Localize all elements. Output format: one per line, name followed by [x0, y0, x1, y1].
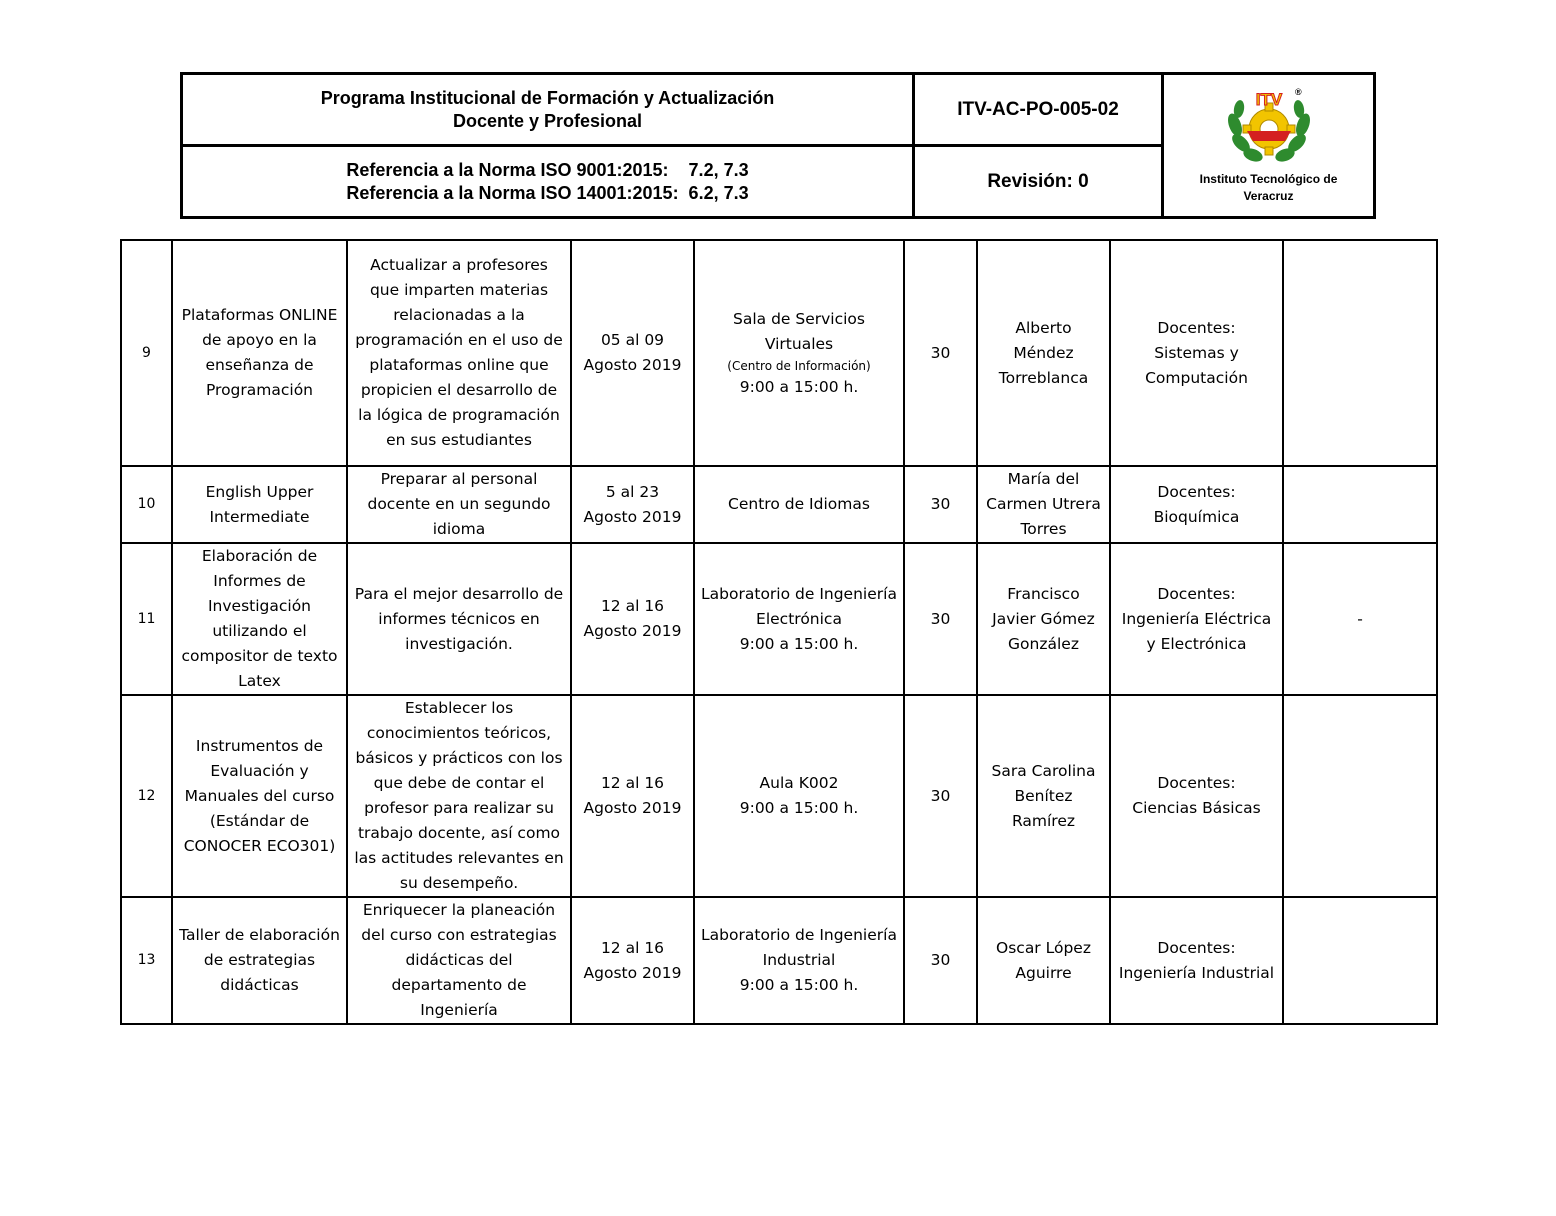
- course-instructor: María del Carmen Utrera Torres: [977, 466, 1110, 543]
- course-hours: 30: [904, 240, 977, 466]
- logo-text: ITV: [1255, 90, 1282, 109]
- institution-name: Instituto Tecnológico de Veracruz: [1199, 172, 1338, 203]
- itv-emblem-icon: [1221, 85, 1317, 169]
- course-audience: Docentes: Ingeniería Eléctrica y Electrónica: [1110, 543, 1283, 695]
- iso-9001-reference: Referencia a la Norma ISO 9001:2015: 7.2, 7.3: [346, 159, 749, 180]
- course-objective: Preparar al personal docente en un segundo idioma: [347, 466, 571, 543]
- course-number: 13: [121, 897, 172, 1024]
- place-time: 9:00 a 15:00 h.: [739, 976, 859, 994]
- course-instructor: Francisco Javier Gómez González: [977, 543, 1110, 695]
- course-name: Instrumentos de Evaluación y Manuales del curso (Estándar de CONOCER ECO301): [172, 695, 347, 897]
- course-place: Laboratorio de Ingeniería Industrial 9:00 a 15:00 h.: [694, 897, 904, 1024]
- course-name: Taller de elaboración de estrategias didácticas: [172, 897, 347, 1024]
- registered-mark: ®: [1294, 87, 1302, 97]
- place-time: 9:00 a 15:00 h.: [739, 634, 859, 653]
- course-number: 11: [121, 543, 172, 695]
- course-objective: Actualizar a profesores que imparten materias relacionadas a la programación en el uso de plataformas online que propicien el desarrollo de la lógica de programación en sus estudiantes: [347, 240, 571, 466]
- program-title-line1: Programa Institucional de Formación y Actualización: [320, 87, 775, 108]
- course-objective: Enriquecer la planeación del curso con estrategias didácticas del departamento de Ingeniería: [347, 897, 571, 1024]
- table-row: [121, 897, 1437, 1024]
- course-dates: 05 al 09 Agosto 2019: [571, 240, 694, 466]
- iso-references: [183, 147, 915, 216]
- course-objective: Establecer los conocimientos teóricos, básicos y prácticos con los que debe de contar el profesor para realizar su trabajo docente, así como las actitudes relevantes en su desempeño.: [347, 695, 571, 897]
- course-audience: Docentes: Bioquímica: [1110, 466, 1283, 543]
- course-hours: 30: [904, 543, 977, 695]
- table-row: [121, 466, 1437, 543]
- course-name: Plataformas ONLINE de apoyo en la enseñanza de Programación: [172, 240, 347, 466]
- course-extra: -: [1283, 543, 1437, 695]
- course-place: Sala de Servicios Virtuales (Centro de Información) 9:00 a 15:00 h.: [694, 240, 904, 466]
- course-hours: 30: [904, 897, 977, 1024]
- course-extra: [1283, 240, 1437, 466]
- place-time: 9:00 a 15:00 h.: [739, 799, 859, 817]
- course-dates: 12 al 16 Agosto 2019: [571, 543, 694, 695]
- course-name: English Upper Intermediate: [172, 466, 347, 543]
- table-row: [121, 240, 1437, 466]
- revision-number: Revisión: 0: [915, 147, 1164, 216]
- course-extra: [1283, 466, 1437, 543]
- course-place: Centro de Idiomas: [694, 466, 904, 543]
- course-objective: Para el mejor desarrollo de informes técnicos en investigación.: [347, 543, 571, 695]
- course-dates: 5 al 23 Agosto 2019: [571, 466, 694, 543]
- course-place: Aula K002 9:00 a 15:00 h.: [694, 695, 904, 897]
- course-dates: 12 al 16 Agosto 2019: [571, 897, 694, 1024]
- course-instructor: Oscar López Aguirre: [977, 897, 1110, 1024]
- itv-logo: [1221, 85, 1317, 169]
- course-place: Laboratorio de Ingeniería Electrónica 9:00 a 15:00 h.: [694, 543, 904, 695]
- course-audience: Docentes: Ciencias Básicas: [1110, 695, 1283, 897]
- course-name: Elaboración de Informes de Investigación utilizando el compositor de texto Latex: [172, 543, 347, 695]
- course-number: 10: [121, 466, 172, 543]
- course-instructor: Sara Carolina Benítez Ramírez: [977, 695, 1110, 897]
- course-dates: 12 al 16 Agosto 2019: [571, 695, 694, 897]
- document-code: ITV-AC-PO-005-02: [915, 75, 1164, 147]
- course-audience: Docentes: Sistemas y Computación: [1110, 240, 1283, 466]
- program-title: [183, 75, 915, 147]
- course-audience: Docentes: Ingeniería Industrial: [1110, 897, 1283, 1024]
- institution-logo-cell: [1164, 75, 1373, 216]
- course-number: 9: [121, 240, 172, 466]
- document-header: [180, 72, 1376, 219]
- course-hours: 30: [904, 695, 977, 897]
- course-hours: 30: [904, 466, 977, 543]
- table-row: [121, 543, 1437, 695]
- course-extra: [1283, 897, 1437, 1024]
- place-note: (Centro de Información): [727, 358, 871, 373]
- course-extra: [1283, 695, 1437, 897]
- program-title-line2: Docente y Profesional: [452, 110, 643, 131]
- iso-14001-reference: Referencia a la Norma ISO 14001:2015: 6.2, 7.3: [346, 182, 749, 203]
- place-time: 9:00 a 15:00 h.: [739, 377, 859, 396]
- course-instructor: Alberto Méndez Torreblanca: [977, 240, 1110, 466]
- course-number: 12: [121, 695, 172, 897]
- table-row: [121, 695, 1437, 897]
- courses-table: [120, 239, 1438, 1025]
